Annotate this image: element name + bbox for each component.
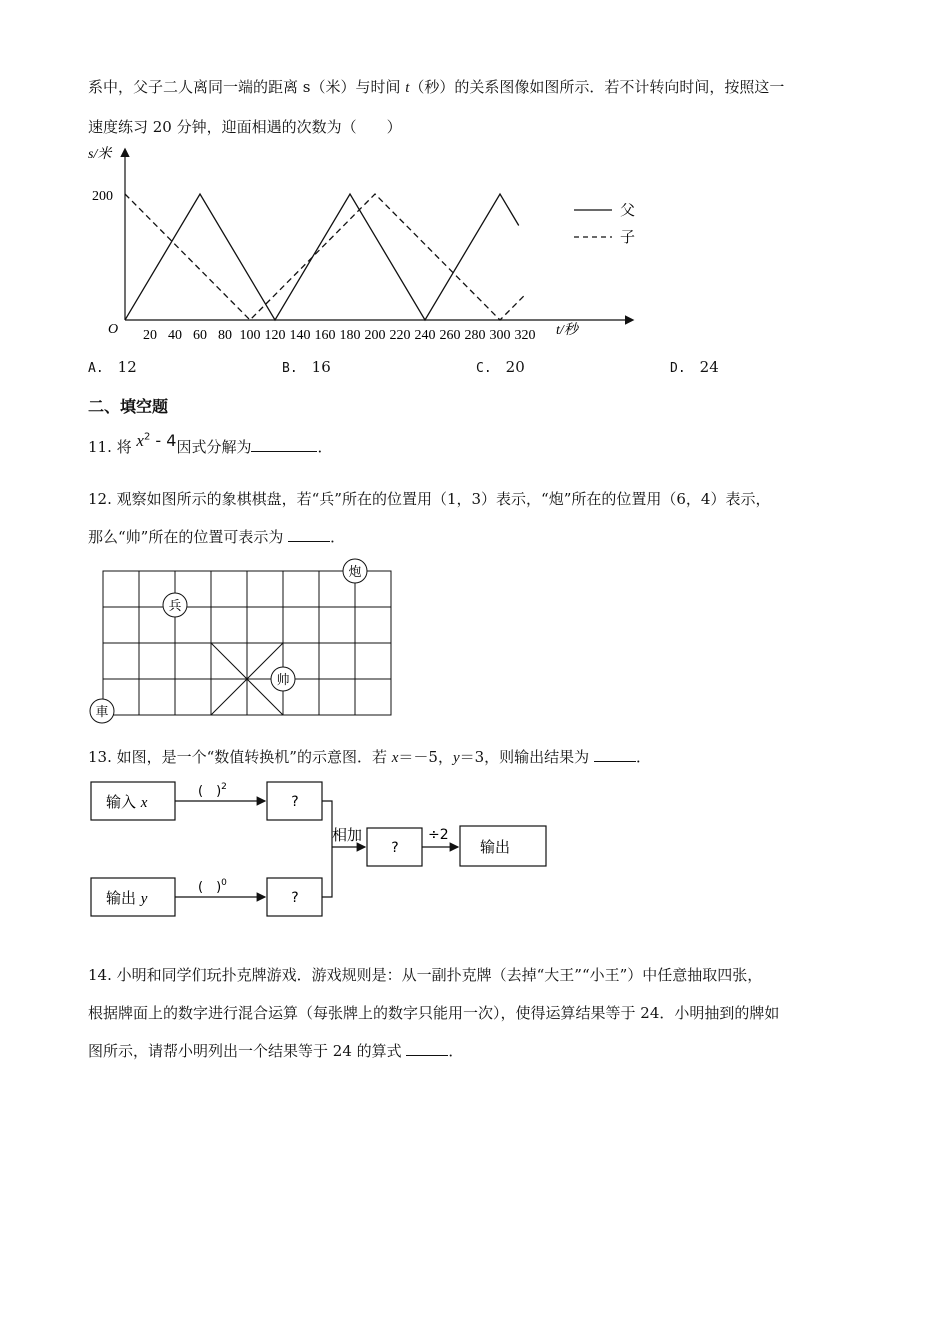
conversion-machine-diagram	[86, 776, 556, 924]
piece-shuai	[271, 667, 295, 691]
q14-line3: 图所示，请帮小明列出一个结果等于 24 的算式 ．	[88, 1042, 464, 1060]
q13-answer-blank[interactable]	[594, 747, 636, 762]
x-tick-label: 300	[489, 328, 511, 343]
x-tick-label: 180	[339, 328, 361, 343]
svg-text:( )0: ( )$^0$	[198, 878, 227, 895]
x-tick-label: 200	[364, 328, 386, 343]
x-tick-label: 60	[193, 328, 207, 343]
q14-line2: 根据牌面上的数字进行混合运算（每张牌上的数字只能用一次），使得运算结果等于 24．小明抽到的牌如	[88, 1004, 780, 1022]
svg-text:帅: 帅	[276, 672, 290, 687]
svg-text:输出: 输出	[480, 838, 511, 856]
origin-label: O	[108, 322, 119, 337]
q11-answer-blank[interactable]	[251, 437, 317, 452]
x-tick-label: 100	[239, 328, 261, 343]
q11: 11. 将 $x^2 - 4$因式分解为 ．	[88, 431, 333, 456]
x-tick-label: 240	[414, 328, 436, 343]
piece-bing	[163, 593, 187, 617]
x-tick-label: 260	[439, 328, 461, 343]
svg-text:?: ?	[291, 794, 299, 810]
q12-line1: 12. 观察如图所示的象棋棋盘，若“兵”所在的位置用（1，3）表示，“炮”所在的位置用（6，4）表示，	[88, 490, 771, 508]
x-tick-label: 40	[168, 328, 182, 343]
x-tick-label: 280	[464, 328, 486, 343]
svg-text:?: ?	[391, 840, 399, 856]
x-tick-label: 160	[314, 328, 336, 343]
q13-text: 13. 如图，是一个“数值转换机”的示意图．若 x＝－5，y＝3，则输出结果为 ．	[88, 748, 651, 766]
svg-text:兵: 兵	[168, 598, 182, 613]
q10-line1: 系中，父子二人离同一端的距离 s（米）与时间 t（秒）的关系图像如图所示．若不计转向时间，按照这一	[88, 78, 785, 96]
q12-line2: 那么“帅”所在的位置可表示为 ．	[88, 528, 346, 546]
option-d[interactable]: D. 24	[670, 358, 719, 376]
t-variable: t	[405, 80, 410, 96]
x-tick-label: 120	[264, 328, 286, 343]
legend-son-label: 子	[620, 230, 636, 246]
distance-time-chart	[80, 140, 640, 350]
x-tick-label: 220	[389, 328, 411, 343]
svg-text:输入 x: 输入 x	[106, 793, 148, 811]
series-line-father	[125, 194, 519, 320]
q14-line1: 14. 小明和同学们玩扑克牌游戏．游戏规则是：从一副扑克牌（去掉“大王”“小王”）中任意抽取四张，	[88, 966, 763, 984]
option-a[interactable]: A. 12	[88, 358, 137, 376]
piece-pao	[343, 559, 367, 583]
option-c[interactable]: C. 20	[476, 358, 525, 376]
x-axis-label: t/秒	[556, 323, 578, 338]
svg-text:÷2: ÷2	[428, 827, 449, 843]
svg-text:( )2: ( )$^2$	[198, 782, 227, 799]
svg-text:?: ?	[291, 890, 299, 906]
y-tick-label: 200	[92, 189, 113, 204]
svg-text:相加: 相加	[332, 826, 363, 844]
piece-che	[90, 699, 114, 723]
svg-text:输出 y: 输出 y	[106, 889, 148, 907]
q10-line2: 速度练习 20 分钟，迎面相遇的次数为（ ）	[88, 118, 402, 136]
svg-text:炮: 炮	[348, 564, 362, 579]
x-tick-label: 320	[514, 328, 536, 343]
x-tick-label: 140	[289, 328, 311, 343]
y-axis-label: s/米	[88, 147, 112, 162]
q12-answer-blank[interactable]	[288, 527, 330, 542]
q14-answer-blank[interactable]	[406, 1041, 448, 1056]
option-b[interactable]: B. 16	[282, 358, 331, 376]
legend-father-label: 父	[620, 203, 636, 219]
series-line-son	[125, 194, 525, 320]
x-tick-label: 20	[143, 328, 157, 343]
chess-board	[84, 558, 404, 726]
section-title: 二、填空题	[88, 397, 169, 416]
legend	[574, 203, 635, 246]
x-tick-label: 80	[218, 328, 232, 343]
svg-text:車: 車	[95, 704, 109, 719]
